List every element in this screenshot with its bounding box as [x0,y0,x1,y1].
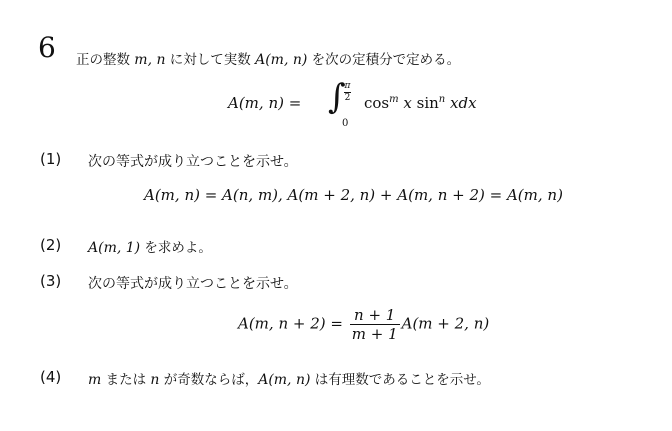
item-4-var-m: m [88,372,102,388]
item-1-label: (1) [40,150,62,168]
intro-func: A(m, n) [255,52,308,68]
upper-limit-denominator: 2 [344,93,351,103]
integrand [364,94,477,112]
sin-function: sin [416,94,439,112]
intro-pre: 正の整数 [76,52,135,68]
intro-vars: m, n [134,52,166,68]
item-2-rest: を求めよ。 [140,240,212,256]
item-2-label: (2) [40,236,62,254]
item-3-lhs: A(m, n + 2) = [238,314,343,333]
fraction-numerator: n + 1 [354,306,396,324]
problem-number: 6 [38,31,56,64]
item-3-fraction [350,306,400,343]
item-3-label: (3) [40,272,62,290]
item-1-formula: A(m, n) = A(n, m), A(m + 2, n) + A(m, n + 2) = A(m, n) [144,186,563,204]
cos-function: cos [364,94,390,112]
item-4-text-c: は有理数であることを示せ。 [310,372,490,388]
intro-mid: に対して実数 [165,52,256,68]
integral-sign: ∫ [328,77,346,117]
item-2-math: A(m, 1) [88,240,141,256]
integrand-variable: x [398,94,417,112]
sin-exponent: n [438,94,446,105]
item-3-text: 次の等式が成り立つことを示せ。 [88,276,298,292]
definition-lhs: A(m, n) = [228,94,302,112]
item-1-text: 次の等式が成り立つことを示せ。 [88,154,298,170]
fraction-denominator: m + 1 [351,325,398,343]
item-4-text-b: が奇数ならば， [159,372,259,388]
cos-exponent: m [389,94,399,105]
integral-lower-limit: 0 [342,118,349,129]
intro-post: を次の定積分で定める。 [307,52,461,68]
item-3-formula [238,306,489,343]
upper-limit-numerator: π [344,81,351,91]
problem-intro [76,48,460,68]
integrand-tail: xdx [445,94,477,112]
item-4-math: A(m, n) [258,372,311,388]
item-2-text [88,236,212,256]
item-4-label: (4) [40,368,62,386]
item-4-var-n: n [150,372,160,388]
integral-upper-limit [344,82,351,103]
item-4-text [88,368,490,388]
item-4-text-a: または [101,372,151,388]
item-3-rhs: A(m + 2, n) [401,314,490,333]
